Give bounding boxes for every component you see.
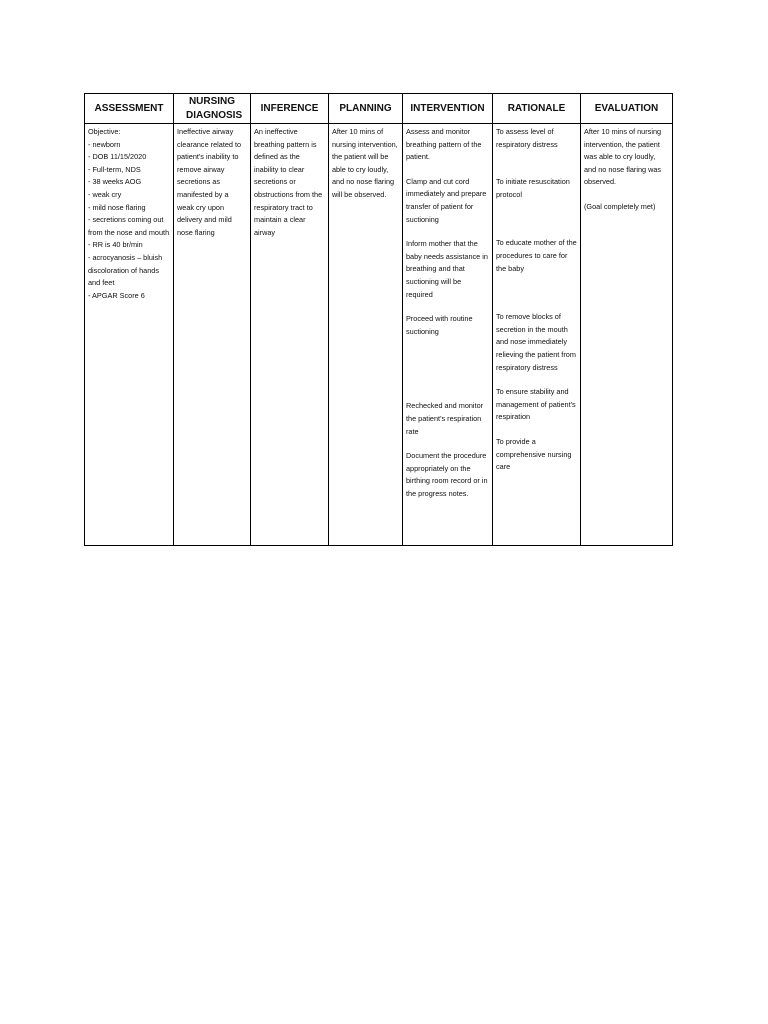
rationale-item: To provide a comprehensive nursing care bbox=[496, 436, 572, 472]
rationale-item: To ensure stability and management of patient's respiration bbox=[496, 387, 576, 422]
assessment-item: - secretions coming out from the nose and mouth bbox=[88, 215, 170, 237]
header-intervention: INTERVENTION bbox=[403, 94, 493, 124]
assessment-item: - acrocyanosis – bluish discoloration of hands and feet bbox=[88, 252, 163, 288]
intervention-item: Proceed with routine suctioning bbox=[406, 314, 473, 336]
intervention-item: Assess and monitor breathing pattern of the patient. bbox=[406, 127, 482, 162]
intervention-cell bbox=[403, 124, 493, 546]
assessment-item: - newborn bbox=[88, 139, 121, 149]
intervention-item: Rechecked and monitor the patient's respiration rate bbox=[406, 401, 484, 436]
header-evaluation: EVALUATION bbox=[581, 94, 673, 124]
assessment-item: - APGAR Score 6 bbox=[88, 290, 145, 300]
rationale-item: To educate mother of the procedures to care for the baby bbox=[496, 238, 577, 273]
nursing-care-plan-table bbox=[84, 93, 673, 546]
inference-text: An ineffective breathing pattern is defined as the inability to clear secretions or obstructions from the respiratory tract to maintain a clear airway bbox=[254, 127, 323, 237]
header-assessment: ASSESSMENT bbox=[85, 94, 174, 124]
header-nursing-diagnosis: NURSING DIAGNOSIS bbox=[174, 94, 251, 124]
nursing-diagnosis-cell bbox=[174, 124, 251, 546]
header-planning: PLANNING bbox=[329, 94, 403, 124]
header-inference: INFERENCE bbox=[251, 94, 329, 124]
intervention-item: Document the procedure appropriately on the birthing room record or in the progress notes. bbox=[406, 451, 488, 498]
intervention-item: Inform mother that the baby needs assistance in breathing and that suctioning will be required bbox=[406, 239, 488, 299]
table-row bbox=[85, 124, 673, 546]
assessment-cell bbox=[85, 124, 174, 546]
evaluation-cell bbox=[581, 124, 673, 546]
rationale-item: To remove blocks of secretion in the mouth and nose immediately relieving the patient from respiratory distress bbox=[496, 312, 576, 372]
assessment-item: - Full-term, NDS bbox=[88, 164, 141, 174]
planning-text: After 10 mins of nursing intervention, the patient will be able to cry loudly, and no nose flaring will be observed. bbox=[332, 127, 398, 199]
intervention-item: Clamp and cut cord immediately and prepare transfer of patient for suctioning bbox=[406, 176, 487, 224]
header-row bbox=[85, 94, 673, 124]
assessment-item: - DOB 11/15/2020 bbox=[88, 152, 147, 162]
planning-cell bbox=[329, 124, 403, 546]
nursing-diagnosis-text: Ineffective airway clearance related to patient's inability to remove airway secretions as manifested by a weak cry upon delivery and mild nose flaring bbox=[177, 127, 242, 237]
evaluation-text: After 10 mins of nursing intervention, the patient was able to cry loudly, and no nose flaring was observed. bbox=[584, 127, 662, 187]
assessment-item: - 38 weeks AOG bbox=[88, 177, 142, 187]
assessment-item: Objective: bbox=[88, 127, 121, 136]
header-rationale: RATIONALE bbox=[493, 94, 581, 124]
assessment-item: - RR is 40 br/min bbox=[88, 240, 143, 250]
rationale-item: To assess level of respiratory distress bbox=[496, 127, 558, 149]
rationale-cell bbox=[493, 124, 581, 546]
rationale-item: To initiate resuscitation protocol bbox=[496, 177, 570, 199]
evaluation-note: (Goal completely met) bbox=[584, 201, 656, 211]
assessment-item: - weak cry bbox=[88, 189, 122, 199]
inference-cell bbox=[251, 124, 329, 546]
assessment-item: - mild nose flaring bbox=[88, 202, 146, 212]
